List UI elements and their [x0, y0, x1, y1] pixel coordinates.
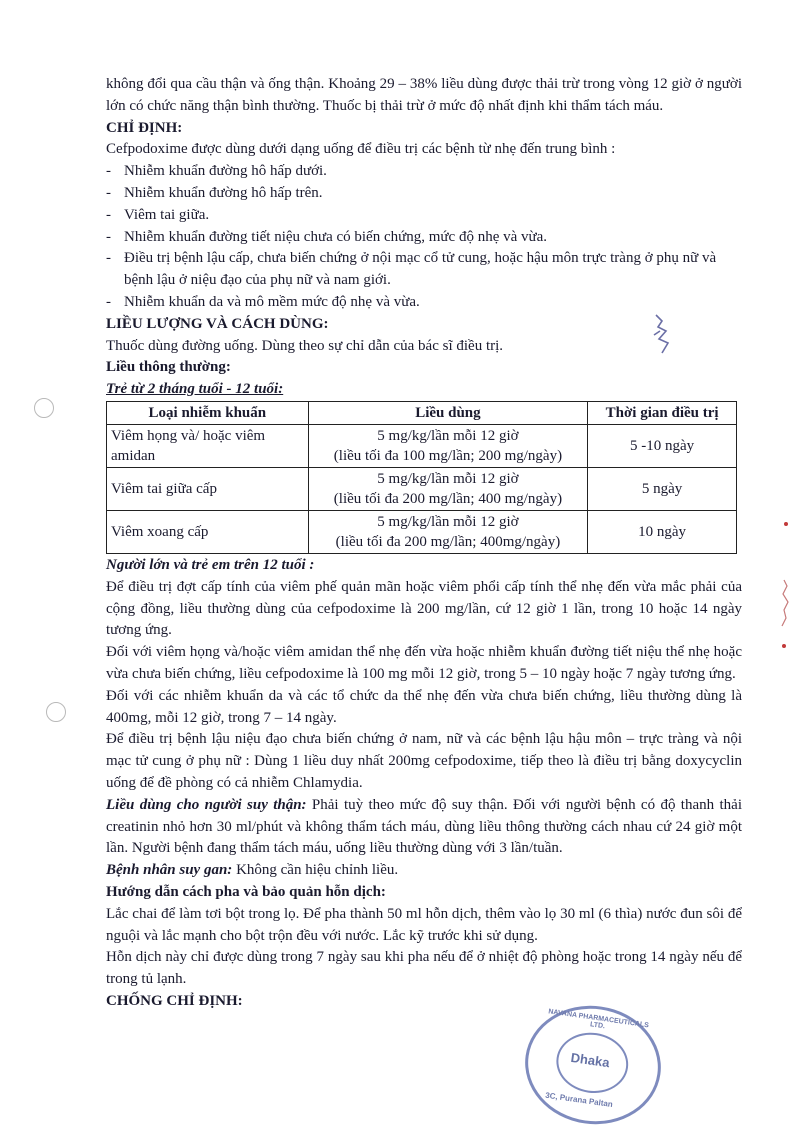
- duration-cell: 5 -10 ngày: [588, 424, 737, 467]
- stamp-top-arc: NAVANA PHARMACEUTICALS LTD.: [547, 1008, 650, 1031]
- binder-hole-top: [34, 398, 54, 418]
- edge-stain: [778, 520, 790, 660]
- binder-hole-bottom: [46, 702, 66, 722]
- list-item: - Điều trị bệnh lậu cấp, chưa biến chứng ở nội mạc cổ tử cung, hoặc hậu môn trực tràng ở phụ nữ và bệnh lậu ở niệu đạo của phụ nữ và nam giới.: [106, 248, 742, 292]
- adults-heading: Người lớn và trẻ em trên 12 tuổi :: [106, 556, 315, 573]
- hepatic-text: Không cần hiệu chỉnh liều.: [232, 862, 399, 879]
- list-item: - Nhiễm khuẩn đường tiết niệu chưa có biến chứng, mức độ nhẹ và vừa.: [106, 227, 742, 249]
- adult-paragraph: Để điều trị đợt cấp tính của viêm phế quản mãn hoặc viêm phổi cấp tính thể nhẹ đến vừa mắc phải của cộng đồng, liều thường dùng của cefpodoxime là 200 mg/lần, cứ 12 giờ 1 lần, trong 10 hoặc 14 ngày tương ứng.: [106, 578, 742, 639]
- duration-cell: 10 ngày: [588, 510, 737, 553]
- list-item: - Nhiễm khuẩn đường hô hấp trên.: [106, 183, 742, 205]
- hepatic-dosing: [106, 860, 742, 882]
- suspension-paragraph: Hỗn dịch này chỉ được dùng trong 7 ngày sau khi pha nếu để ở nhiệt độ phòng hoặc trong 14 ngày nếu để trong tủ lạnh.: [106, 949, 742, 988]
- renal-dosing: [106, 795, 742, 860]
- list-item: - Viêm tai giữa.: [106, 205, 742, 227]
- dose-cell: [308, 467, 588, 510]
- table-header-row: [107, 401, 737, 424]
- adult-paragraph: Để điều trị bệnh lậu niệu đạo chưa biến chứng ở nam, nữ và các bệnh lậu hậu môn – trực tràng và nội mạc tử cung ở phụ nữ : Dùng 1 liều duy nhất 200mg cefpodoxime, tiếp theo là điều trị bằng doxycyclin uống để đề phòng có cả nhiễm Chlamydia.: [106, 731, 742, 791]
- dose-line: 5 mg/kg/lần mỗi 12 giờ: [377, 513, 519, 530]
- table-row: [107, 510, 737, 553]
- dose-cell: [308, 510, 588, 553]
- dose-line: 5 mg/kg/lần mỗi 12 giờ: [377, 470, 519, 487]
- children-heading: Trẻ từ 2 tháng tuổi - 12 tuổi:: [106, 381, 284, 398]
- infection-cell: Viêm tai giữa cấp: [107, 467, 309, 510]
- infection-cell: Viêm họng và/ hoặc viêm amidan: [107, 424, 309, 467]
- hepatic-label: Bệnh nhân suy gan:: [106, 862, 233, 879]
- indications-list: [106, 161, 742, 314]
- suspension-paragraph: Lắc chai để làm tơi bột trong lọ. Để pha thành 50 ml hỗn dịch, thêm vào lọ 30 ml (6 thìa) nước đun sôi để nguội và lắc mạnh cho bột trộn đều với nước. Lắc kỹ trước khi sử dụng.: [106, 905, 742, 944]
- usual-dose-heading: Liều thông thường:: [106, 359, 231, 376]
- renal-label: Liều dùng cho người suy thận:: [106, 796, 307, 813]
- table-row: [107, 467, 737, 510]
- intro-paragraph: không đổi qua cầu thận và ống thận. Khoảng 29 – 38% liều dùng được thải trừ trong vòng 12 giờ ở người lớn có chức năng thận bình thường. Thuốc bị thải trừ ở mức độ nhất định khi thẩm tách máu.: [106, 76, 742, 114]
- dose-limit: (liều tối đa 200 mg/lần; 400 mg/ngày): [333, 490, 563, 507]
- indications-heading: CHỈ ĐỊNH:: [106, 119, 183, 136]
- indications-lead: Cefpodoxime được dùng dưới dạng uống để điều trị các bệnh từ nhẹ đến trung bình :: [106, 141, 616, 158]
- stamp-city: Dhaka: [569, 1049, 611, 1071]
- dose-line: 5 mg/kg/lần mỗi 12 giờ: [377, 427, 519, 444]
- dose-limit: (liều tối đa 200 mg/lần; 400mg/ngày): [335, 533, 561, 550]
- duration-cell: 5 ngày: [588, 467, 737, 510]
- list-item: - Nhiễm khuẩn da và mô mềm mức độ nhẹ và vừa.: [106, 292, 742, 314]
- column-header: Liều dùng: [308, 401, 588, 424]
- column-header: Thời gian điều trị: [588, 401, 737, 424]
- dosage-table: [106, 401, 737, 554]
- company-stamp: [517, 997, 668, 1133]
- column-header: Loại nhiễm khuẩn: [107, 401, 309, 424]
- list-item: - Nhiễm khuẩn đường hô hấp dưới.: [106, 161, 742, 183]
- dose-cell: [308, 424, 588, 467]
- infection-cell: Viêm xoang cấp: [107, 510, 309, 553]
- adult-paragraph: Đối với viêm họng và/hoặc viêm amidan thể nhẹ đến vừa hoặc nhiễm khuẩn đường tiết niệu thể nhẹ hoặc vừa chưa biến chứng, liều cefpodoxime là 100 mg mỗi 12 giờ, trong 5 – 10 ngày hoặc 7 ngày tương ứng.: [106, 644, 742, 682]
- stamp-bottom-arc: 3C, Purana Paltan: [544, 1090, 614, 1110]
- contraindications-heading: CHỐNG CHỈ ĐỊNH:: [106, 992, 243, 1009]
- adult-paragraph: Đối với các nhiễm khuẩn da và các tổ chức da thể nhẹ đến vừa chưa biến chứng, liều thường dùng là 400mg, mỗi 12 giờ, trong 7 – 14 ngày.: [106, 687, 742, 726]
- table-row: [107, 424, 737, 467]
- dose-limit: (liều tối đa 100 mg/lần; 200 mg/ngày): [333, 447, 563, 464]
- renal-text: Phải tuỳ theo mức độ suy thận. Đối với người bệnh có độ thanh thải creatinin nhỏ hơn 30 ml/phút và không thẩm tách máu, dùng liều thông thường cách nhau cứ 24 giờ một lần. Người bệnh đang thẩm tách máu, uống liều thường dùng với 3 lần/tuần.: [106, 796, 742, 857]
- dosage-route: Thuốc dùng đường uống. Dùng theo sự chỉ dẫn của bác sĩ điều trị.: [106, 337, 504, 354]
- suspension-heading: Hướng dẫn cách pha và bảo quản hỗn dịch:: [106, 883, 386, 900]
- dosage-heading: LIỀU LƯỢNG VÀ CÁCH DÙNG:: [106, 315, 329, 332]
- document-body: [106, 74, 742, 1013]
